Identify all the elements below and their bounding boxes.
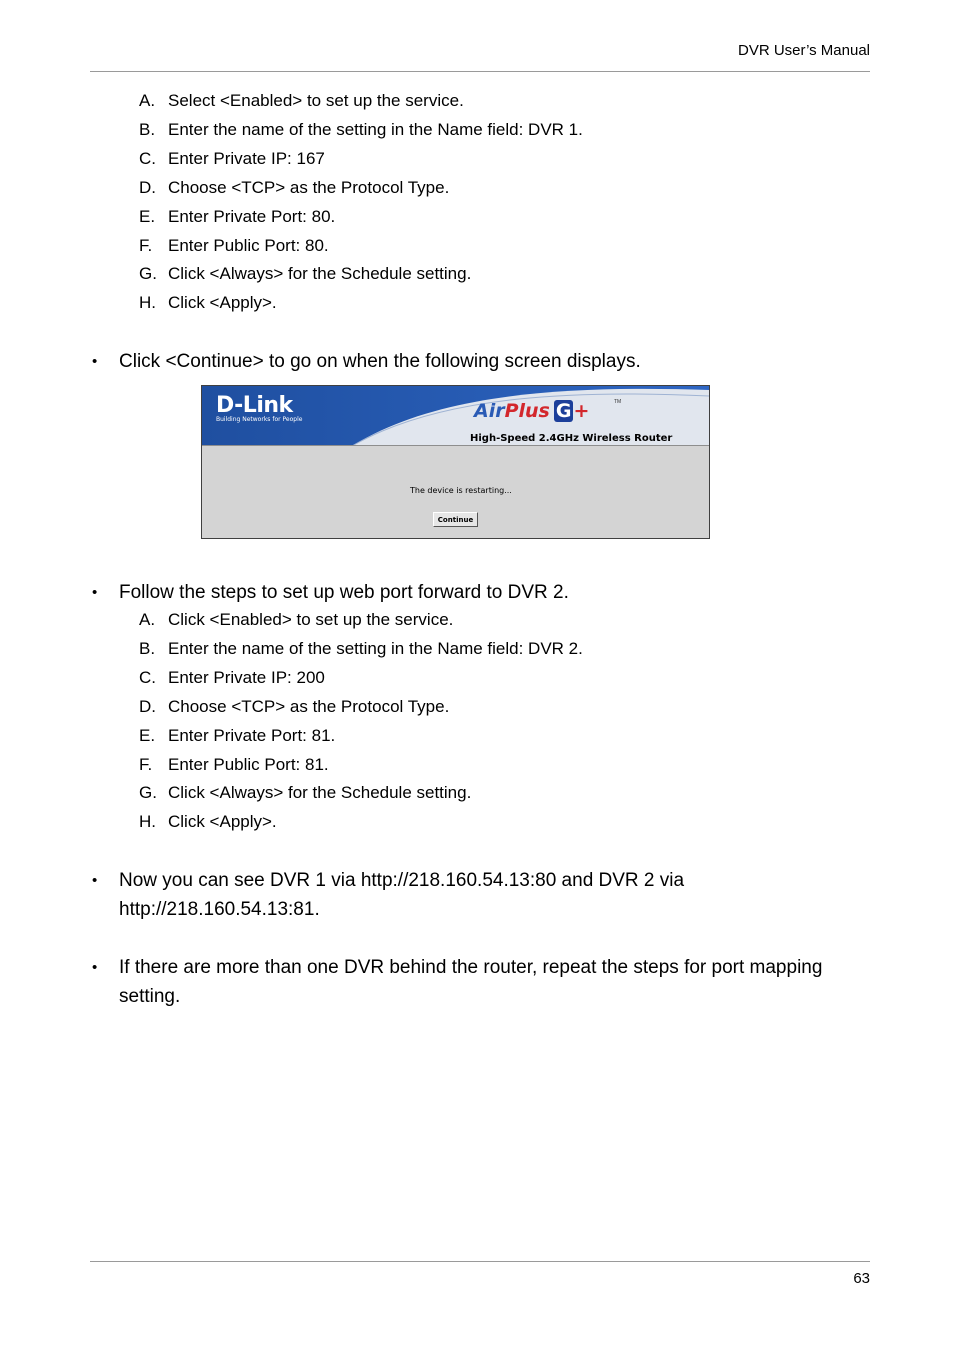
step-text: Click <Enabled> to set up the service. xyxy=(168,610,454,630)
list-item xyxy=(139,174,583,203)
step-letter: F. xyxy=(139,754,153,774)
list-item xyxy=(139,260,583,289)
logo-g: G xyxy=(555,400,572,422)
router-screenshot xyxy=(201,385,710,539)
step-letter: G. xyxy=(139,264,157,284)
airplus-logo xyxy=(474,400,589,422)
logo-g-plus: + xyxy=(573,400,590,422)
list-item xyxy=(139,606,583,635)
logo-air: Air xyxy=(474,400,505,422)
step-letter: A. xyxy=(139,610,156,630)
restart-status-text: The device is restarting... xyxy=(410,486,512,495)
bullet-text: Click <Continue> to go on when the following screen displays. xyxy=(119,351,641,372)
step-letter: C. xyxy=(139,149,156,169)
list-item xyxy=(139,116,583,145)
step-text: Click <Always> for the Schedule setting. xyxy=(168,783,472,803)
bullet-icon: • xyxy=(92,353,98,370)
step-text: Enter the name of the setting in the Name field: DVR 2. xyxy=(168,639,583,659)
footer-rule xyxy=(90,1261,870,1262)
list-item xyxy=(139,721,583,750)
list-item xyxy=(139,635,583,664)
bullet-access-urls xyxy=(92,866,859,924)
step-text: Enter Private IP: 167 xyxy=(168,149,325,169)
bullet-text: Now you can see DVR 1 via http://218.160.54.13:80 and DVR 2 via http://218.160.54.13:81. xyxy=(119,870,685,920)
list-item xyxy=(139,693,583,722)
step-text: Enter Private Port: 81. xyxy=(168,725,336,745)
bullet-text: Follow the steps to set up web port forward to DVR 2. xyxy=(119,582,569,603)
step-letter: H. xyxy=(139,293,156,313)
step-text: Enter Private Port: 80. xyxy=(168,206,336,226)
step-text: Click <Always> for the Schedule setting. xyxy=(168,264,472,284)
step-letter: A. xyxy=(139,91,156,111)
router-subtitle: High-Speed 2.4GHz Wireless Router xyxy=(470,433,673,444)
dlink-tagline: Building Networks for People xyxy=(216,416,303,423)
dvr1-step-list xyxy=(139,87,583,318)
step-letter: F. xyxy=(139,235,153,255)
trademark-mark: TM xyxy=(614,399,622,405)
list-item xyxy=(139,808,583,837)
step-letter: C. xyxy=(139,668,156,688)
dvr2-step-list xyxy=(139,606,583,837)
step-letter: B. xyxy=(139,639,156,659)
list-item xyxy=(139,145,583,174)
bullet-text: If there are more than one DVR behind the router, repeat the steps for port mapping setting. xyxy=(119,957,823,1007)
step-letter: E. xyxy=(139,725,156,745)
list-item xyxy=(139,779,583,808)
list-item xyxy=(139,664,583,693)
list-item xyxy=(139,289,583,318)
step-letter: E. xyxy=(139,206,156,226)
step-text: Select <Enabled> to set up the service. xyxy=(168,91,464,111)
list-item xyxy=(139,87,583,116)
bullet-continue xyxy=(92,347,859,376)
step-letter: D. xyxy=(139,177,156,197)
step-letter: B. xyxy=(139,120,156,140)
bullet-multiple-dvr xyxy=(92,953,859,1011)
step-text: Choose <TCP> as the Protocol Type. xyxy=(168,177,450,197)
bullet-dvr2 xyxy=(92,578,859,607)
list-item xyxy=(139,231,583,260)
page-number: 63 xyxy=(853,1270,870,1287)
continue-button[interactable]: Continue xyxy=(433,512,478,527)
step-letter: D. xyxy=(139,696,156,716)
bullet-icon: • xyxy=(92,584,98,601)
step-text: Choose <TCP> as the Protocol Type. xyxy=(168,696,450,716)
list-item xyxy=(139,202,583,231)
step-text: Enter the name of the setting in the Name field: DVR 1. xyxy=(168,120,583,140)
logo-plus: Plus xyxy=(504,400,550,422)
step-text: Click <Apply>. xyxy=(168,293,277,313)
dlink-logo: D-Link xyxy=(216,393,293,418)
step-letter: G. xyxy=(139,783,157,803)
step-text: Click <Apply>. xyxy=(168,812,277,832)
bullet-icon: • xyxy=(92,959,98,976)
bullet-icon: • xyxy=(92,872,98,889)
step-text: Enter Public Port: 80. xyxy=(168,235,329,255)
header-title: DVR User’s Manual xyxy=(738,42,870,59)
header-rule xyxy=(90,71,870,72)
list-item xyxy=(139,750,583,779)
step-letter: H. xyxy=(139,812,156,832)
step-text: Enter Private IP: 200 xyxy=(168,668,325,688)
step-text: Enter Public Port: 81. xyxy=(168,754,329,774)
